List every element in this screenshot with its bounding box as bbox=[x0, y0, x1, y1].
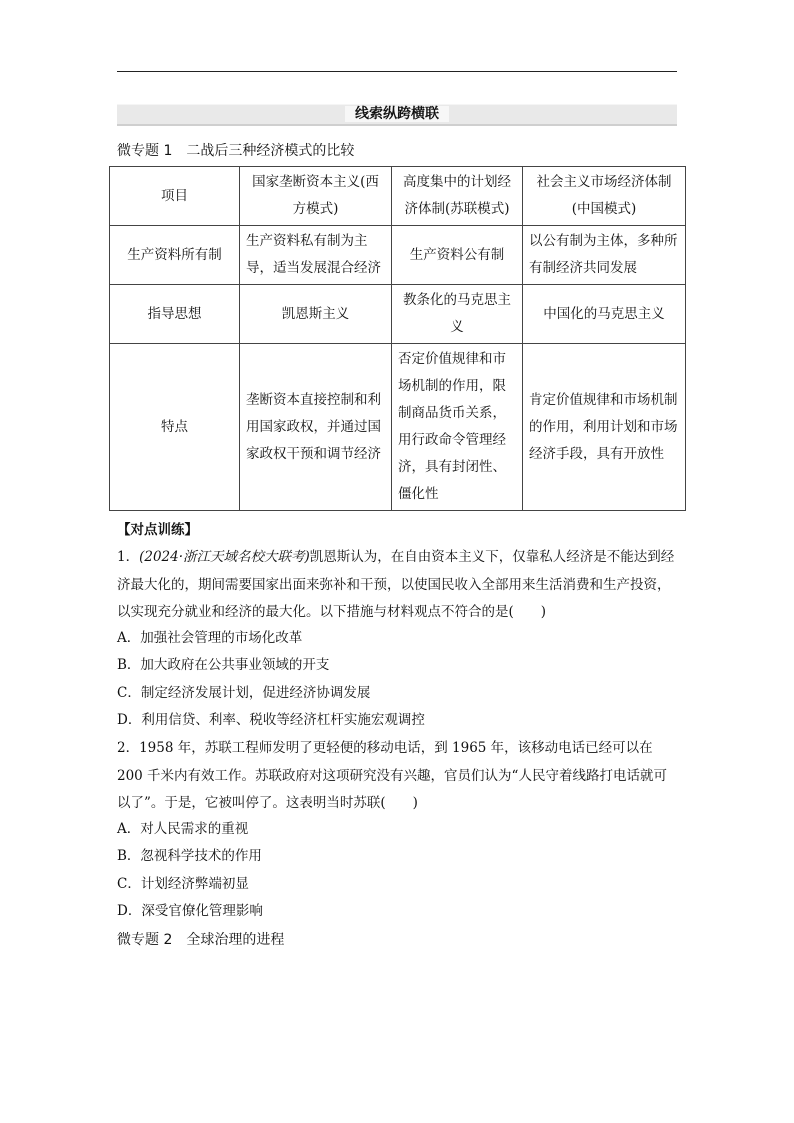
question-1-text: 凯恩斯认为，在自由资本主义下，仅靠私人经济是不能达到经济最大化的，期间需要国家出面来弥补和干预，以使国民收入全部用来生活消费和生产投资，以实现充分就业和经济的最大化。以下措施与材料观点不符合的是( ) bbox=[117, 549, 675, 620]
topic1-number: 微专题 1 bbox=[117, 143, 173, 159]
table-cell: 中国化的马克思主义 bbox=[523, 285, 686, 344]
q1-option-c: C．制定经济发展计划，促进经济协调发展 bbox=[117, 685, 371, 701]
table-cell: 凯恩斯主义 bbox=[240, 285, 392, 344]
table-cell: 生产资料私有制为主导，适当发展混合经济 bbox=[240, 226, 392, 285]
topic2-heading bbox=[117, 929, 284, 949]
question-1-number: 1． bbox=[117, 549, 140, 565]
topic1-heading bbox=[117, 140, 354, 160]
table-row bbox=[110, 344, 686, 511]
table-cell: 生产资料公有制 bbox=[392, 226, 523, 285]
header-cell: 社会主义市场经济体制(中国模式) bbox=[523, 167, 686, 226]
q2-option-c: C．计划经济弊端初显 bbox=[117, 876, 249, 892]
topic1-title: 二战后三种经济模式的比较 bbox=[186, 143, 355, 159]
table-cell: 否定价值规律和市场机制的作用，限制商品货币关系，用行政命令管理经济，具有封闭性、僵化性 bbox=[392, 344, 523, 511]
q2-option-b: B．忽视科学技术的作用 bbox=[117, 848, 262, 864]
header-cell: 项目 bbox=[110, 167, 240, 226]
table-cell: 教条化的马克思主义 bbox=[392, 285, 523, 344]
header-rule bbox=[117, 71, 677, 72]
question-1-source: (2024·浙江天域名校大联考) bbox=[139, 549, 310, 565]
row-label: 特点 bbox=[110, 344, 240, 511]
table-row bbox=[110, 226, 686, 285]
q1-option-b: B．加大政府在公共事业领域的开支 bbox=[117, 657, 330, 673]
header-cell: 国家垄断资本主义(西方模式) bbox=[240, 167, 392, 226]
table-cell: 垄断资本直接控制和利用国家政权，并通过国家政权干预和调节经济 bbox=[240, 344, 392, 511]
table-header-row bbox=[110, 167, 686, 226]
topic2-number: 微专题 2 bbox=[117, 932, 173, 948]
table-cell: 以公有制为主体，多种所有制经济共同发展 bbox=[523, 226, 686, 285]
q2-option-a: A．对人民需求的重视 bbox=[117, 821, 249, 837]
question-2-number: 2． bbox=[117, 740, 140, 756]
q1-option-d: D．利用信贷、利率、税收等经济杠杆实施宏观调控 bbox=[117, 712, 425, 728]
question-2 bbox=[117, 735, 679, 818]
row-label: 指导思想 bbox=[110, 285, 240, 344]
topic2-title: 全球治理的进程 bbox=[186, 932, 285, 948]
question-2-text: 1958 年，苏联工程师发明了更轻便的移动电话，到 1965 年，该移动电话已经可以在 200 千米内有效工作。苏联政府对这项研究没有兴趣，官员们认为“人民守着线路打电话就可以了”。于是，它被叫停了。这表明当时苏联( ) bbox=[117, 740, 667, 811]
row-label: 生产资料所有制 bbox=[110, 226, 240, 285]
header-cell: 高度集中的计划经济体制(苏联模式) bbox=[392, 167, 523, 226]
q1-option-a: A．加强社会管理的市场化改革 bbox=[117, 630, 303, 646]
comparison-table bbox=[109, 166, 686, 511]
table-row bbox=[110, 285, 686, 344]
q2-option-d: D．深受官僚化管理影响 bbox=[117, 903, 263, 919]
section-title: 线索纵跨横联 bbox=[345, 106, 449, 122]
question-1 bbox=[117, 544, 679, 627]
section-banner bbox=[117, 104, 677, 126]
practice-title: 【对点训练】 bbox=[117, 522, 198, 538]
table-cell: 肯定价值规律和市场机制的作用，利用计划和市场经济手段，具有开放性 bbox=[523, 344, 686, 511]
